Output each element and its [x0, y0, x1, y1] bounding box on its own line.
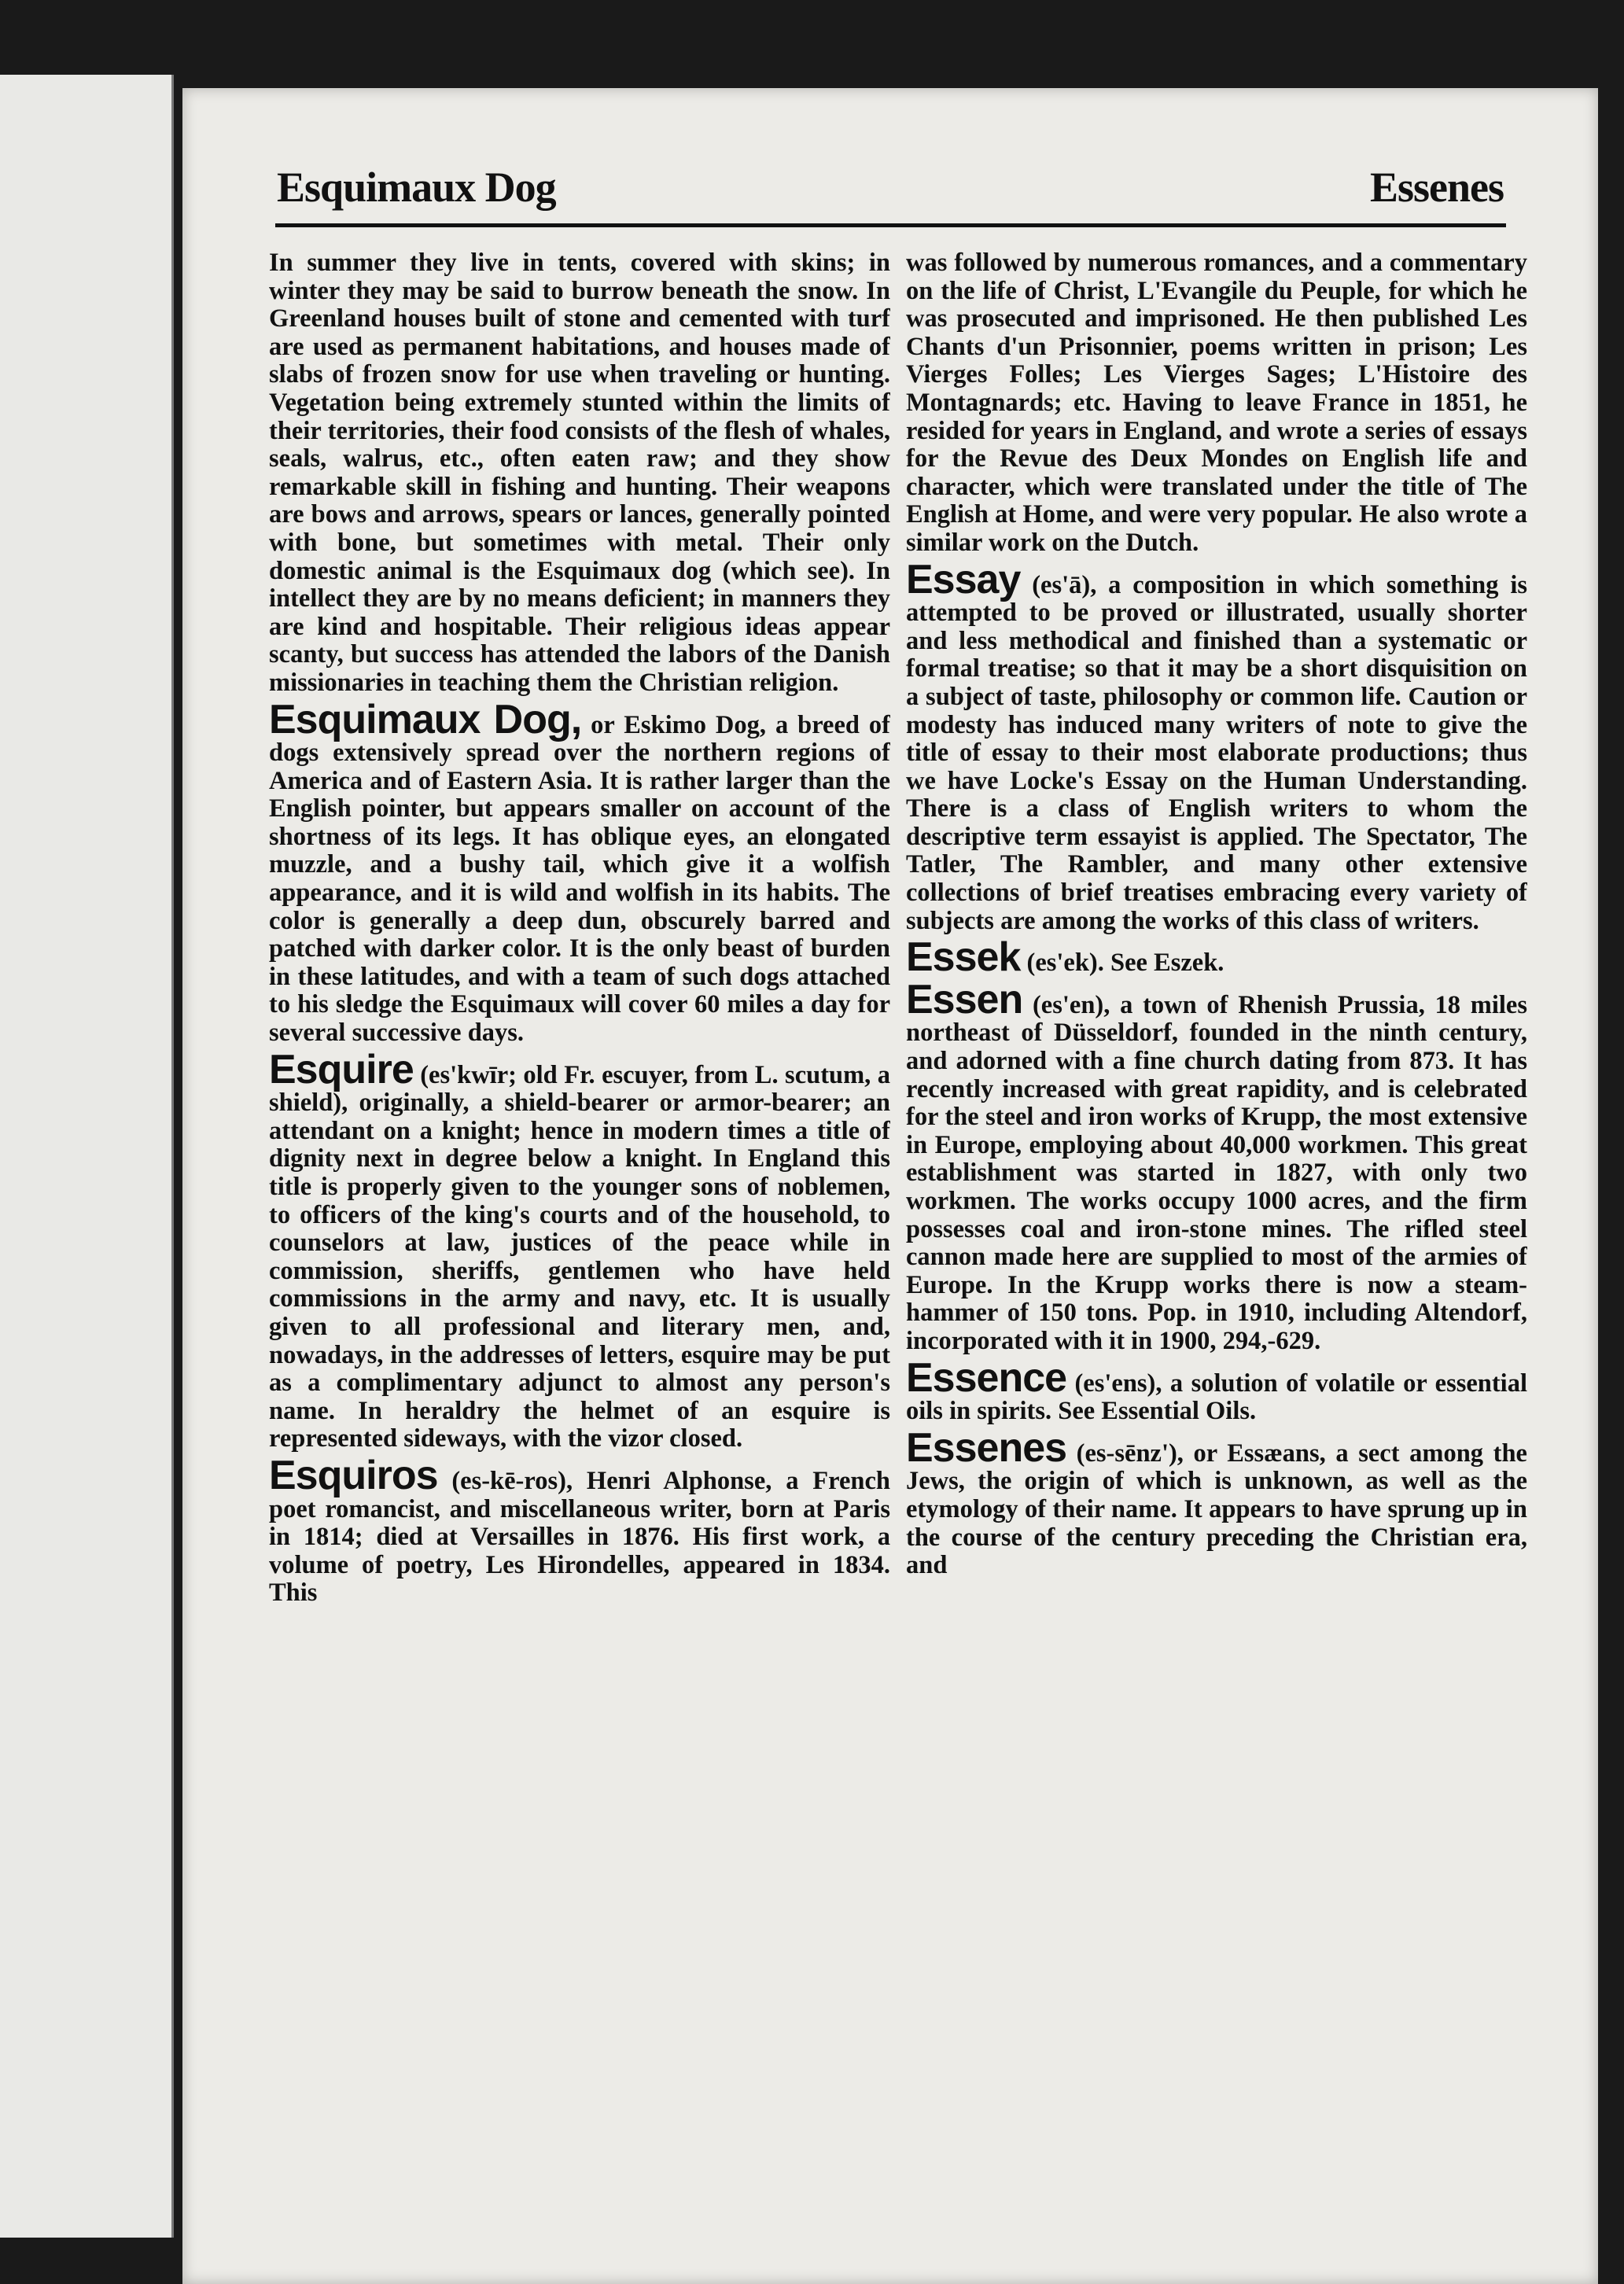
entry-body: (es'ek). See Eszek. — [1026, 949, 1224, 978]
entry-esquimaux-dog — [269, 696, 890, 1048]
headword: Essay — [906, 556, 1021, 602]
entry-essenes — [906, 1424, 1527, 1580]
headword: Essence — [906, 1354, 1067, 1401]
entry-essay — [906, 556, 1527, 936]
entry-esquiros — [269, 1452, 890, 1608]
continuation-text: was followed by numerous romances, and a commentary on the life of Christ, L'Evangile du Peuple, for which he was prosecuted and imprisoned. He then published Les Chants d'un Prisonnier, poems written in prison; Les Vierges Folles; Les Vierges Sages; L'Histoire des Montagnards; etc. Having to leave France in 1851, he resided for years in England, and wrote a series of essays for the Revue des Deux Mondes on English life and character, which were translated under the title of The English at Home, and were very popular. He also wrote a similar work on the Dutch. — [906, 249, 1527, 557]
headword: Esquimaux Dog, — [269, 696, 582, 742]
header-rule — [275, 223, 1506, 227]
entry-body: (es'ens), a solution of volatile or essential oils in spirits. See Essential Oils. — [906, 1369, 1527, 1426]
entry-body: (es'ā), a composition in which something is attempted to be proved or illustrated, usually shorter and less methodical and finished than a systematic or formal treatise; so that it may be a short disquisition on a subject of taste, philosophy or common life. Caution or modesty has induced many writers of note to give the title of essay to their most elaborate productions; thus we have Locke's Essay on the Human Understanding. There is a class of English writers to whom the descriptive term essayist is applied. The Spectator, The Tatler, The Rambler, and many other extensive collections of brief treatises embracing every variety of subjects are among the works of this class of writers. — [906, 570, 1527, 935]
entry-essence — [906, 1354, 1527, 1426]
headword: Essen — [906, 976, 1023, 1022]
running-head-left: Esquimaux Dog — [277, 164, 556, 211]
entry-body: (es-kē-ros), Henri Alphonse, a French poet romancist, and miscellaneous writer, born at Paris in 1814; died at Versailles in 1876. His first work, a volume of poetry, Les Hirondelles, appeared in 1834. This — [269, 1466, 890, 1608]
entry-esquire — [269, 1046, 890, 1453]
left-column — [269, 249, 890, 2192]
book-page — [182, 88, 1598, 2284]
headword: Esquiros — [269, 1452, 438, 1498]
running-head — [277, 163, 1504, 218]
headword: Essek — [906, 934, 1021, 981]
facing-page-edge — [0, 75, 174, 2238]
headword: Essenes — [906, 1424, 1067, 1471]
running-head-right: Essenes — [1369, 164, 1504, 211]
right-column — [906, 249, 1527, 2192]
entry-body: or Eskimo Dog, a breed of dogs extensively spread over the northern regions of America and of Eastern Asia. It is rather larger than the English pointer, but appears smaller on account of the shortness of its legs. It has oblique eyes, an elongated muzzle, and a bushy tail, which give it a wolfish appearance, and it is wild and wolfish in its habits. The color is generally a deep dun, obscurely barred and patched with darker color. It is the only beast of burden in these latitudes, and with a team of such dogs attached to his sledge the Esquimaux will cover 60 miles a day for several successive days. — [269, 710, 890, 1048]
headword: Esquire — [269, 1046, 414, 1092]
entry-essen — [906, 976, 1527, 1356]
continuation-text: In summer they live in tents, covered with skins; in winter they may be said to burrow beneath the snow. In Greenland houses built of stone and cemented with turf are used as permanent habitations, and houses made of slabs of frozen snow for use when traveling or hunting. Vegetation being extremely stunted within the limits of their territories, their food consists of the flesh of whales, seals, walrus, etc., often eaten raw; and they show remarkable skill in fishing and hunting. Their weapons are bows and arrows, spears or lances, generally pointed with bone, but sometimes with metal. Their only domestic animal is the Esquimaux dog (which see). In intellect they are by no means deficient; in manners they are kind and hospitable. Their religious ideas appear scanty, but success has attended the labors of the Danish missionaries in teaching them the Christian religion. — [269, 249, 890, 697]
entry-essek — [906, 934, 1527, 981]
entry-body: (es'kwīr; old Fr. escuyer, from L. scutum, a shield), originally, a shield-bearer or armor-bearer; an attendant on a knight; hence in modern times a title of dignity next in degree below a knight. In England this title is properly given to the younger sons of noblemen, to officers of the king's courts and of the household, to counselors at law, justices of the peace while in commission, sheriffs, gentlemen who have held commissions in the army and navy, etc. It is usually given to all professional and literary men, and, nowadays, in the addresses of letters, esquire may be put as a complimentary adjunct to almost any person's name. In heraldry the helmet of an esquire is represented sideways, with the vizor closed. — [269, 1060, 890, 1453]
entry-body: (es-sēnz'), or Essæans, a sect among the Jews, the origin of which is unknown, as well as the etymology of their name. It appears to have sprung up in the course of the century preceding the Christian era, and — [906, 1439, 1527, 1580]
entry-body: (es'en), a town of Rhenish Prussia, 18 miles northeast of Düsseldorf, founded in the ninth century, and adorned with a fine church dating from 873. It has recently increased with great rapidity, and is celebrated for the steel and iron works of Krupp, the most extensive in Europe, employing about 40,000 workmen. This great establishment was started in 1827, with only two workmen. The works occupy 1000 acres, and the firm possesses coal and iron-stone mines. The rifled steel cannon made here are supplied to most of the armies of Europe. In the Krupp works there is now a steam-hammer of 150 tons. Pop. in 1910, including Altendorf, incorporated with it in 1900, 294,-629. — [906, 990, 1527, 1355]
